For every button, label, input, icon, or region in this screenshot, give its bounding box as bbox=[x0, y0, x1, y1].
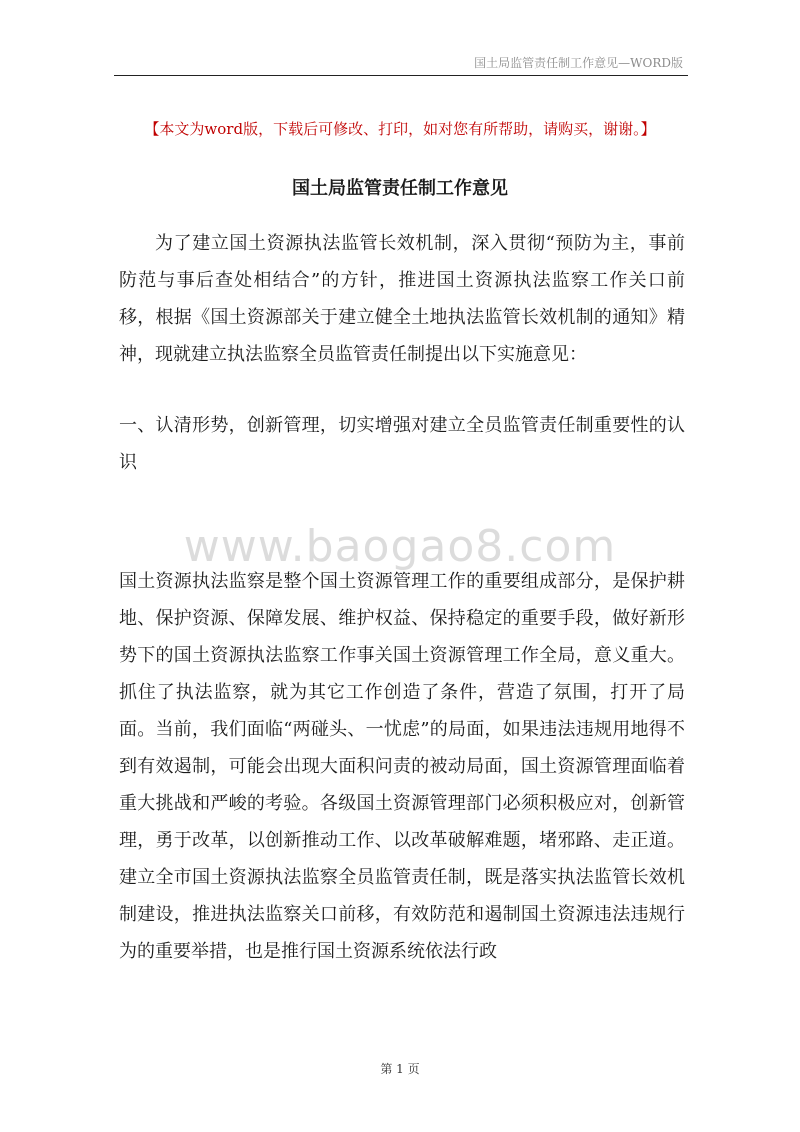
purchase-notice: 【本文为word版，下载后可修改、打印，如对您有所帮助，请购买，谢谢。】 bbox=[144, 120, 656, 138]
document-title: 国土局监管责任制工作意见 bbox=[292, 178, 508, 199]
intro-paragraph: 为了建立国土资源执法监管长效机制，深入贯彻“预防为主，事前防范与事后查处相结合”的方针，推进国土资源执法监察工作关口前移，根据《国土资源部关于建立健全土地执法监管长效机制的通知》精神，现就建立执法监察全员监管责任制提出以下实施意见： bbox=[119, 233, 685, 365]
header-rule bbox=[114, 75, 688, 76]
page-number: 第 1 页 bbox=[380, 1062, 420, 1076]
section-1-heading: 一、认清形势，创新管理，切实增强对建立全员监管责任制重要性的认识 bbox=[119, 415, 685, 473]
section-1-body: 国土资源执法监察是整个国土资源管理工作的重要组成部分，是保护耕地、保护资源、保障发展、维护权益、保持稳定的重要手段，做好新形势下的国土资源执法监察工作事关国土资源管理工作全局，意义重大。抓住了执法监察，就为其它工作创造了条件，营造了氛围，打开了局面。当前，我们面临“两碰头、一忧虑”的局面，如果违法违规用地得不到有效遏制，可能会出现大面积问责的被动局面，国土资源管理面临着重大挑战和严峻的考验。各级国土资源管理部门必须积极应对，创新管理，勇于改革，以创新推动工作、以改革破解难题，堵邪路、走正道。建立全市国土资源执法监察全员监管责任制，既是落实执法监管长效机制建设，推进执法监察关口前移，有效防范和遏制国土资源违法违规行为的重要举措，也是推行国土资源系统依法行政 bbox=[119, 571, 685, 962]
running-header: 国土局监管责任制工作意见—WORD版 bbox=[474, 56, 683, 70]
watermark: www.baogao8.com bbox=[183, 521, 617, 572]
